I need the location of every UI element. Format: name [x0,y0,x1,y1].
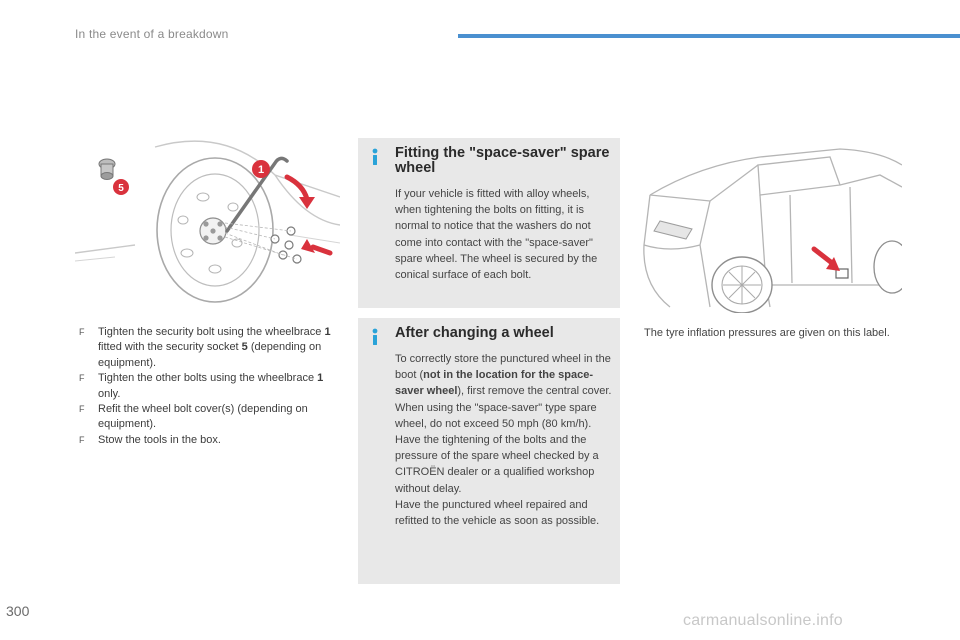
step-item [78,402,340,433]
step-text: Tighten the other bolts using the wheelbrace [98,372,318,385]
info-box-body: Have the tightening of the bolts and the pressure of the spare wheel checked by a CITROËN dealer or a qualified workshop without delay. [395,434,599,495]
emphasis-text: not in the location for the space-saver wheel [395,369,594,398]
info-box-title: After changing a wheel [395,325,554,341]
info-box-space-saver [358,138,620,308]
procedure-steps [78,325,340,448]
step-text: Refit the wheel bolt cover(s) (depending on equipment). [98,403,308,431]
step-text: only. [98,387,121,400]
callout-5-label: 5 [118,183,124,194]
step-marker: F [79,404,85,415]
callout-5-marker [113,179,129,195]
info-icon [367,328,383,346]
step-marker: F [79,434,85,445]
info-box-title: Fitting the "space-saver" spare wheel [395,145,610,176]
watermark-text: carmanualsonline.info [683,612,843,629]
step-item [78,371,340,402]
info-box-body: If your vehicle is fitted with alloy wheels, when tightening the bolts on fitting, it is normal to notice that the washers do not come into contact with the "space-saver" spare wheel. The wheel is secured by the conical surface of each bolt. [395,188,598,282]
step-text: Tighten the security bolt using the wheelbrace [98,326,325,338]
header-accent-bar [458,34,960,38]
tyre-label-note: The tyre inflation pressures are given on this label. [644,327,890,339]
info-icon [367,148,383,166]
info-box-body: Have the punctured wheel repaired and refitted to the vehicle as soon as possible. [395,498,600,528]
step-item [78,325,340,371]
car-label-illustration [640,135,902,313]
callout-1-marker [252,160,270,178]
step-ref-number: 1 [324,326,331,338]
section-title: In the event of a breakdown [75,27,229,41]
step-text: (depending on equipment). [98,341,322,369]
wheel-bolt-illustration [75,135,340,305]
step-text: fitted with the security socket [98,341,242,354]
step-marker: F [79,373,85,384]
callout-1-label: 1 [257,164,265,176]
step-marker: F [79,327,85,337]
info-box-after-change [358,318,620,584]
step-text: Stow the tools in the box. [98,433,221,446]
step-ref-number: 5 [241,341,248,354]
step-ref-number: 1 [317,372,324,385]
step-item [78,433,340,448]
info-box-body: When using the "space-saver" type spare wheel, do not exceed 50 mph (80 km/h). [395,401,597,430]
info-box-body: To correctly store the punctured wheel in the boot (not in the location for the space-saver wheel), first remove the central cover. [395,353,612,398]
page-number: 300 [6,603,30,619]
